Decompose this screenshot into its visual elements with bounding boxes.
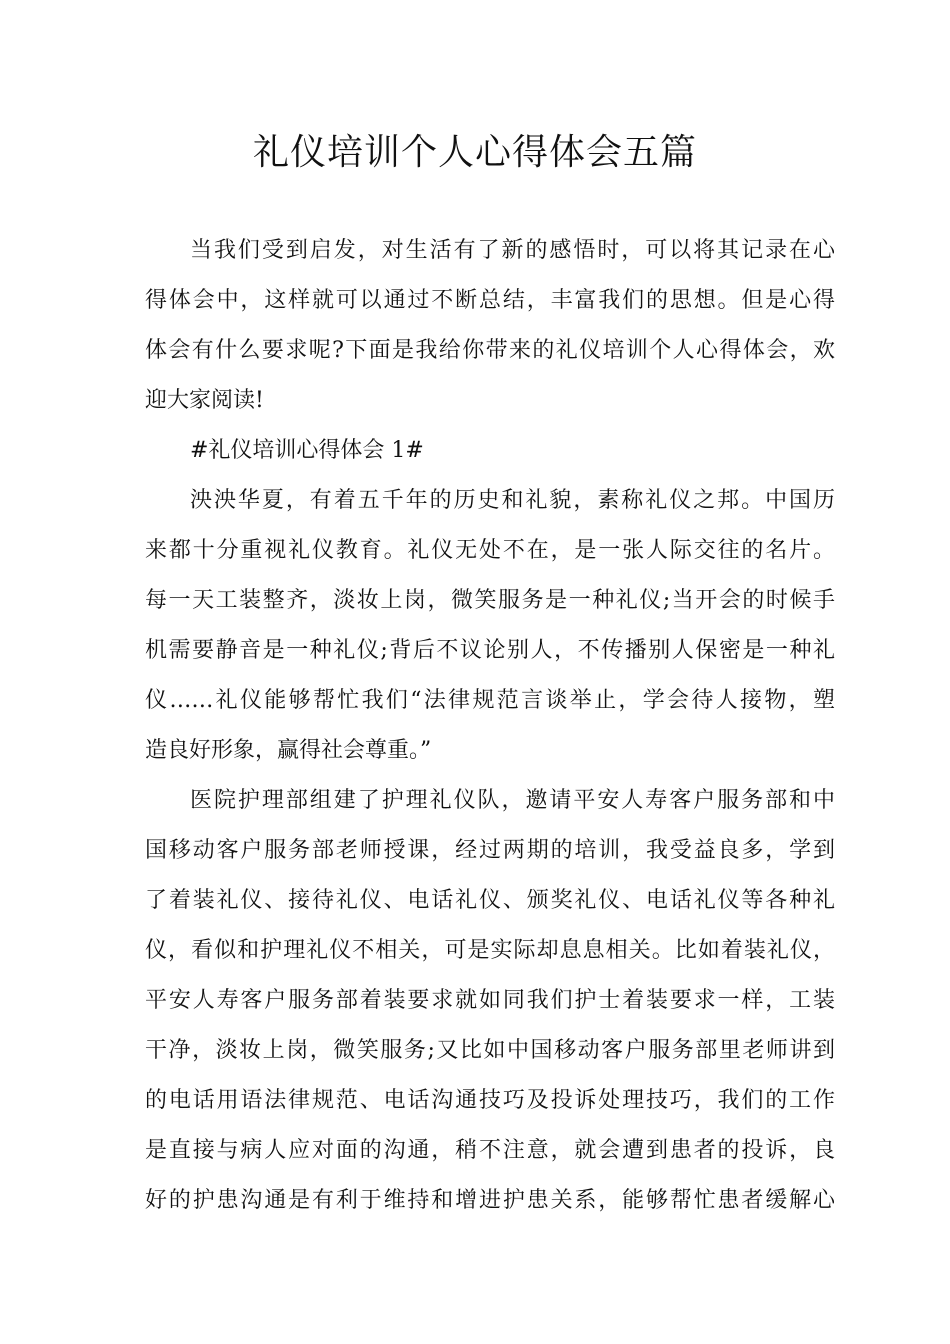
text-line: 泱泱华夏，有着五千年的历史和礼貌，素称礼仪之邦。中国历	[190, 488, 835, 513]
text-line: 来都十分重视礼仪教育。礼仪无处不在，是一张人际交往的名片。	[145, 538, 835, 563]
text-line: 好的护患沟通是有利于维持和增进护患关系，能够帮忙患者缓解心	[145, 1188, 835, 1213]
text-line: 仪……礼仪能够帮忙我们“法律规范言谈举止，学会待人接物，塑	[145, 688, 835, 713]
text-line: 机需要静音是一种礼仪;背后不议论别人，不传播别人保密是一种礼	[145, 638, 835, 663]
text-line: 得体会中，这样就可以通过不断总结，丰富我们的思想。但是心得	[145, 288, 835, 313]
section-heading: #礼仪培训心得体会 1#	[190, 438, 424, 463]
text-line: 平安人寿客户服务部着装要求就如同我们护士着装要求一样，工装	[145, 988, 835, 1013]
text-line: 干净，淡妆上岗，微笑服务;又比如中国移动客户服务部里老师讲到	[145, 1038, 835, 1063]
text-line: 是直接与病人应对面的沟通，稍不注意，就会遭到患者的投诉，良	[145, 1138, 835, 1163]
text-line: 体会有什么要求呢?下面是我给你带来的礼仪培训个人心得体会，欢	[145, 338, 835, 363]
text-line: 医院护理部组建了护理礼仪队，邀请平安人寿客户服务部和中	[190, 788, 835, 813]
text-line: 造良好形象，赢得社会尊重。”	[145, 738, 432, 763]
text-line: 仪，看似和护理礼仪不相关，可是实际却息息相关。比如着装礼仪，	[145, 938, 835, 963]
text-line: 国移动客户服务部老师授课，经过两期的培训，我受益良多，学到	[145, 838, 835, 863]
text-line: 迎大家阅读!	[145, 388, 264, 413]
text-line: 当我们受到启发，对生活有了新的感悟时，可以将其记录在心	[190, 238, 835, 263]
text-line: 的电话用语法律规范、电话沟通技巧及投诉处理技巧，我们的工作	[145, 1088, 835, 1113]
text-line: 了着装礼仪、接待礼仪、电话礼仪、颁奖礼仪、电话礼仪等各种礼	[145, 888, 835, 913]
document-title: 礼仪培训个人心得体会五篇	[252, 132, 697, 173]
text-line: 每一天工装整齐，淡妆上岗，微笑服务是一种礼仪;当开会的时候手	[145, 588, 835, 613]
